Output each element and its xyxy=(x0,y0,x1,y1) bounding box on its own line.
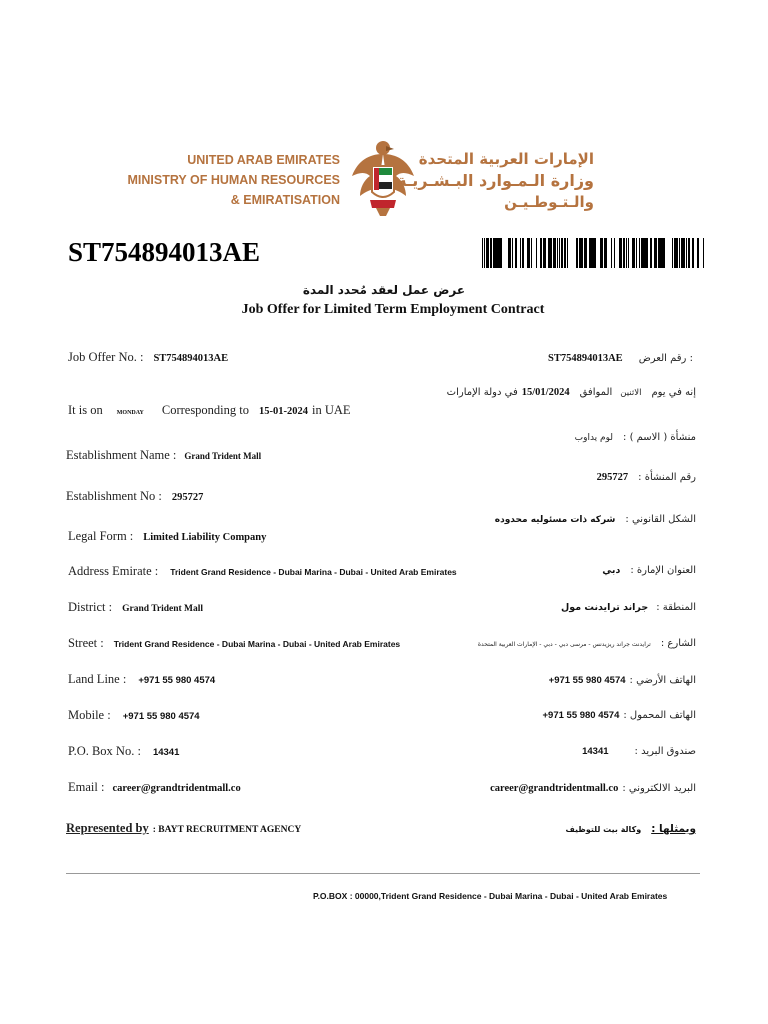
barcode-bar xyxy=(484,238,485,268)
barcode-bar xyxy=(559,238,560,268)
email-row-en xyxy=(68,778,241,796)
est-no-row-en xyxy=(66,487,203,505)
district-value: Grand Trident Mall xyxy=(122,604,204,614)
street-value: Trident Grand Residence - Dubai Marina - Dubai - United Arab Emirates xyxy=(113,639,401,649)
footer-address: P.O.BOX : 00000,Trident Grand Residence - Dubai Marina - Dubai - United Arab Emirates xyxy=(313,891,668,901)
barcode-bar xyxy=(643,238,646,268)
barcode-bar xyxy=(520,238,521,268)
est-name-value: Grand Trident Mall xyxy=(184,451,262,461)
email-row-ar xyxy=(490,778,696,796)
barcode-bar xyxy=(557,238,558,268)
barcode-bar xyxy=(493,238,494,268)
barcode-bar xyxy=(536,238,537,268)
rep-value-ar: وكالة بيت للتوظيف xyxy=(565,825,642,834)
address-label-ar: العنوان الإمارة : xyxy=(630,565,696,576)
barcode-bar xyxy=(540,238,542,268)
barcode-bar xyxy=(499,238,500,268)
barcode-bar xyxy=(619,238,621,268)
est-name-label-ar: منشأة ( الاسم ) : xyxy=(623,432,696,443)
header-ar-line1: الإمارات العربية المتحدة xyxy=(418,150,594,168)
header-ar-line2: وزارة الـمـوارد البـشـريـة xyxy=(397,171,594,190)
est-no-label: Establishment No : xyxy=(66,489,162,503)
barcode-bar xyxy=(512,238,513,268)
est-no-label-ar: رقم المنشأة : xyxy=(638,472,696,483)
barcode-bar xyxy=(554,238,556,268)
date-ar-mid: الموافق xyxy=(579,387,613,398)
mobile-row-ar xyxy=(543,705,697,723)
barcode-bar xyxy=(639,238,640,268)
date-row-ar xyxy=(447,382,696,400)
job-offer-label: Job Offer No. : xyxy=(68,350,144,364)
date-ar-suffix: في دولة الإمارات xyxy=(446,387,518,398)
mobile-value: +971 55 980 4574 xyxy=(122,711,200,722)
barcode-bar xyxy=(664,238,665,268)
email-label: Email : xyxy=(68,780,105,794)
legal-label: Legal Form : xyxy=(68,529,134,543)
barcode-bar xyxy=(496,238,497,268)
date-ar-value: 15/01/2024 xyxy=(521,387,570,398)
date-row-en xyxy=(68,401,351,419)
barcode-bar xyxy=(604,238,607,268)
barcode-bar xyxy=(614,238,615,268)
pobox-value-ar: 14341 xyxy=(582,746,609,757)
document-number: ST754894013AE xyxy=(68,237,261,267)
pobox-row-ar xyxy=(582,741,696,759)
barcode-bar xyxy=(561,238,563,268)
barcode-bar xyxy=(681,238,682,268)
barcode-bar xyxy=(522,238,524,268)
address-label: Address Emirate : xyxy=(68,564,159,578)
date-en-day: MONDAY xyxy=(116,410,144,416)
barcode-bar xyxy=(646,238,648,268)
barcode-bar xyxy=(628,238,629,268)
rep-row-ar xyxy=(566,819,696,837)
date-en-mid: Corresponding to xyxy=(161,403,250,417)
date-ar-day: الاثنين xyxy=(620,388,642,398)
header-en-line3: & EMIRATISATION xyxy=(230,193,340,207)
est-name-row-ar xyxy=(575,427,696,445)
email-value: career@grandtridentmall.co xyxy=(112,783,241,794)
header-en-line1: UNITED ARAB EMIRATES xyxy=(187,153,340,167)
legal-row-ar xyxy=(495,509,696,527)
barcode-bar xyxy=(626,238,627,268)
barcode-bar xyxy=(531,238,532,268)
barcode-bar xyxy=(621,238,622,268)
barcode-bar xyxy=(611,238,612,268)
date-en-value: 15-01-2024 xyxy=(259,406,309,417)
barcode-bar xyxy=(501,238,502,268)
date-en-prefix: It is on xyxy=(68,403,103,417)
mobile-row-en xyxy=(68,706,200,724)
barcode-bar xyxy=(679,238,680,268)
header-arabic-block xyxy=(397,148,594,212)
legal-value-ar: شركه ذات مسئوليه محدوده xyxy=(494,515,616,525)
barcode-bar xyxy=(692,238,694,268)
barcode-bar xyxy=(551,238,552,268)
barcode-bar xyxy=(623,238,625,268)
barcode-bar xyxy=(577,238,578,268)
date-ar-prefix: إنه في يوم xyxy=(651,387,696,398)
pobox-value: 14341 xyxy=(152,747,180,758)
mobile-value-ar: +971 55 980 4574 xyxy=(542,710,620,721)
street-row-en xyxy=(68,634,400,652)
est-name-row-en xyxy=(66,446,261,464)
barcode-bar xyxy=(703,238,704,268)
street-row-ar xyxy=(478,633,696,651)
barcode-bar xyxy=(487,238,489,268)
barcode-bar xyxy=(654,238,657,268)
landline-label: Land Line : xyxy=(68,672,127,686)
district-row-ar xyxy=(561,597,696,615)
barcode-bar xyxy=(697,238,699,268)
barcode-bar xyxy=(684,238,685,268)
title-english: Job Offer for Limited Term Employment Contract xyxy=(241,302,545,317)
barcode-icon xyxy=(482,238,704,268)
landline-row-ar xyxy=(549,670,696,688)
barcode-bar xyxy=(584,238,587,268)
barcode-bar xyxy=(548,238,551,268)
header-en-line2: MINISTRY OF HUMAN RESOURCES xyxy=(127,173,340,187)
est-name-label: Establishment Name : xyxy=(66,448,177,462)
barcode-bar xyxy=(564,238,566,268)
legal-row-en xyxy=(68,527,266,545)
job-offer-label-ar: رقم العرض : xyxy=(638,353,693,364)
barcode-bar xyxy=(674,238,675,268)
barcode-bar xyxy=(500,238,501,268)
date-en-suffix: in UAE xyxy=(312,403,351,417)
street-label: Street : xyxy=(68,636,104,650)
footer-divider xyxy=(66,873,700,874)
barcode-bar xyxy=(490,238,492,268)
barcode-bar xyxy=(486,238,487,268)
est-no-value: 295727 xyxy=(171,492,204,503)
barcode-bar xyxy=(581,238,583,268)
district-label-ar: المنطقة : xyxy=(656,602,696,613)
legal-value: Limited Liability Company xyxy=(143,532,267,543)
barcode-bar xyxy=(650,238,652,268)
street-label-ar: الشارع : xyxy=(660,638,696,649)
header-english-block xyxy=(100,150,340,210)
barcode-bar xyxy=(515,238,517,268)
landline-value: +971 55 980 4574 xyxy=(138,675,216,686)
address-value-ar: دبي xyxy=(602,565,621,576)
legal-label-ar: الشكل القانوني : xyxy=(625,514,696,525)
rep-label: Represented by xyxy=(66,821,149,835)
barcode-bar xyxy=(662,238,664,268)
barcode-bar xyxy=(600,238,603,268)
job-offer-row-en xyxy=(68,348,228,366)
address-row-ar xyxy=(602,560,696,578)
district-row-en xyxy=(68,598,203,616)
barcode-bar xyxy=(589,238,590,268)
landline-value-ar: +971 55 980 4574 xyxy=(548,675,626,686)
job-offer-value: ST754894013AE xyxy=(153,353,229,364)
barcode-bar xyxy=(675,238,678,268)
barcode-bar xyxy=(576,238,577,268)
barcode-bar xyxy=(580,238,581,268)
barcode-bar xyxy=(688,238,690,268)
barcode-bar xyxy=(579,238,580,268)
barcode-bar xyxy=(632,238,635,268)
barcode-bar xyxy=(641,238,642,268)
address-value: Trident Grand Residence - Dubai Marina - Dubai - United Arab Emirates xyxy=(170,567,457,577)
barcode-bar xyxy=(527,238,530,268)
mobile-label: Mobile : xyxy=(68,708,111,722)
est-name-value-ar: لوم يداوب xyxy=(574,433,614,443)
barcode-bar xyxy=(590,238,593,268)
barcode-bar xyxy=(543,238,546,268)
district-value-ar: جراند ترايدنت مول xyxy=(561,602,649,613)
district-label: District : xyxy=(68,600,113,614)
barcode-bar xyxy=(658,238,660,268)
header-ar-line3: والـتـوطـيـن xyxy=(504,193,594,211)
barcode-bar xyxy=(660,238,662,268)
rep-row-en xyxy=(66,819,301,837)
est-no-value-ar: 295727 xyxy=(596,472,629,483)
rep-value: : BAYT RECRUITMENT AGENCY xyxy=(152,825,302,835)
landline-row-en xyxy=(68,670,215,688)
barcode-bar xyxy=(567,238,568,268)
barcode-bar xyxy=(686,238,687,268)
job-offer-value-ar: ST754894013AE xyxy=(548,353,623,364)
barcode-bar xyxy=(682,238,684,268)
pobox-row-en xyxy=(68,742,179,760)
barcode-bar xyxy=(508,238,511,268)
barcode-bar xyxy=(494,238,496,268)
barcode-bar xyxy=(482,238,483,268)
email-value-ar: career@grandtridentmall.co xyxy=(490,783,619,794)
est-no-row-ar xyxy=(597,467,696,485)
rep-label-ar: ويمثلها : xyxy=(651,823,696,835)
barcode-bar xyxy=(553,238,554,268)
street-value-ar: ترايدنت جراند ريزيدنس - مرسى دبي - دبي - الإمارات العربية المتحدة xyxy=(477,641,651,648)
barcode-bar xyxy=(642,238,643,268)
job-offer-row-ar xyxy=(548,348,693,366)
title-arabic: عرض عمل لعقد مُحدد المدة xyxy=(302,283,466,297)
barcode-bar xyxy=(672,238,673,268)
address-row-en xyxy=(68,562,457,580)
barcode-bar xyxy=(636,238,637,268)
barcode-bar xyxy=(593,238,596,268)
landline-label-ar: الهاتف الأرضي : xyxy=(629,675,696,686)
pobox-label-ar: صندوق البريد : xyxy=(634,746,696,757)
pobox-label: P.O. Box No. : xyxy=(68,744,141,758)
barcode-bar xyxy=(497,238,499,268)
mobile-label-ar: الهاتف المحمول : xyxy=(623,710,696,721)
email-label-ar: البريد الالكتروني : xyxy=(622,783,696,794)
